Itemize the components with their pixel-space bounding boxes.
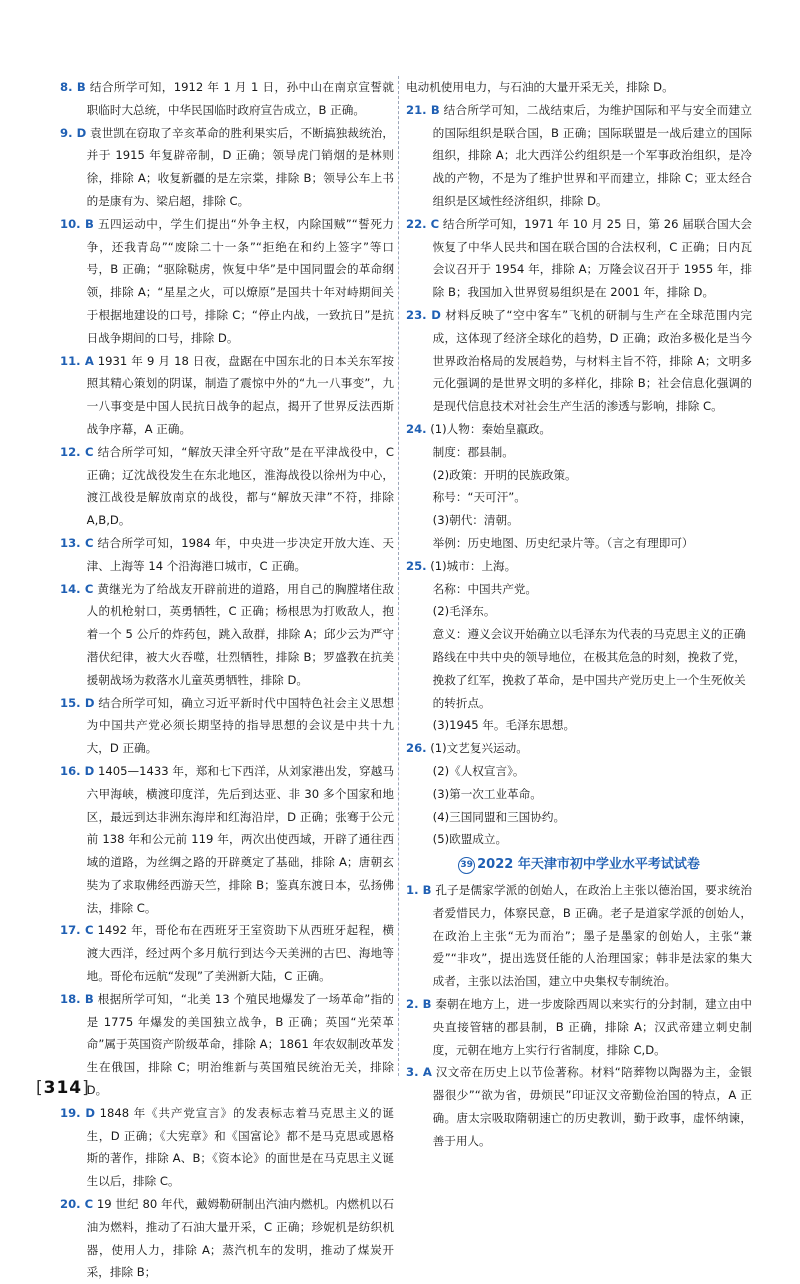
answer-item bbox=[60, 122, 394, 213]
answer-item bbox=[406, 1061, 752, 1152]
answer-line: (3)第一次工业革命。 bbox=[432, 786, 542, 801]
answer-line: (5)欧盟成立。 bbox=[432, 832, 508, 847]
answer-number: 19. D bbox=[60, 1105, 96, 1120]
answer-number: 3. A bbox=[406, 1065, 432, 1080]
answer-number: 1. B bbox=[406, 883, 432, 898]
answer-item bbox=[60, 692, 394, 760]
answer-text: 结合所学可知，二战结束后，为维护国际和平与安全而建立的国际组织是联合国，B 正确；国际联盟是一战后建立的国际组织，排除 A；北大西洋公约组织是一个军事政治组织，是冷战的产物，不是为了维护世界和平而建立，排除 C；亚太经合组织是区域性经济组织，排除 D。 bbox=[432, 102, 752, 208]
answer-number: 9. D bbox=[60, 125, 87, 140]
answer-number: 15. D bbox=[60, 695, 95, 710]
answer-text: 结合所学可知，确立习近平新时代中国特色社会主义思想为中国共产党必须长期坚持的指导思想的会议是中共十九大，D 正确。 bbox=[86, 695, 395, 756]
answer-item bbox=[60, 1193, 394, 1284]
answer-text: 结合所学可知，“解放天津全歼守敌”是在平津战役中，C 正确；辽沈战役发生在东北地区，淮海战役以徐州为中心，渡江战役是解放南京的战役，都与“解放天津”不符，排除 A,B,D。 bbox=[86, 444, 394, 528]
answer-number: 14. C bbox=[60, 581, 94, 596]
answer-line: 意义：遵义会议开始确立以毛泽东为代表的马克思主义的正确路线在中共中央的领导地位，在极其危急的时刻，挽救了党，挽救了红军，挽救了革命，是中国共产党历史上一个生死攸关的转折点。 bbox=[432, 627, 746, 710]
answer-item bbox=[60, 578, 394, 692]
answer-item bbox=[406, 555, 752, 578]
answer-text: (1)文艺复兴运动。 bbox=[430, 741, 528, 756]
answer-number: 18. B bbox=[60, 991, 94, 1006]
answer-text: (1)人物：秦始皇嬴政。 bbox=[430, 421, 552, 436]
answer-number: 2. B bbox=[406, 997, 432, 1012]
answer-number: 26. bbox=[406, 741, 427, 756]
answer-text: 黄继光为了给战友开辟前进的道路，用自己的胸膛堵住敌人的机枪射口，英勇牺牲，C 正确；杨根思为打败敌人，抱着一个 5 公斤的炸药包，跳入敌群，排除 A；邱少云为严守潜伏纪律，被大火吞噬，壮烈牺牲，排除 B；罗盛教在抗美援朝战场为救落水儿童英勇牺牲，排除 D。 bbox=[86, 581, 394, 687]
column-divider bbox=[398, 76, 399, 1076]
answer-text: 电动机使用电力，与石油的大量开采无关，排除 D。 bbox=[406, 80, 674, 94]
answer-line: (2)政策：开明的民族政策。 bbox=[432, 467, 577, 482]
answer-number: 17. C bbox=[60, 923, 94, 938]
answer-item bbox=[60, 988, 394, 1102]
answer-item bbox=[60, 76, 394, 122]
answer-item bbox=[406, 304, 752, 418]
answer-text: 1492 年，哥伦布在西班牙王室资助下从西班牙起程，横渡大西洋，经过两个多月航行到达今天美洲的古巴、海地等地。哥伦布远航“发现”了美洲新大陆，C 正确。 bbox=[86, 923, 394, 984]
answer-line: (3)1945 年。毛泽东思想。 bbox=[432, 718, 576, 733]
answer-text: (1)城市：上海。 bbox=[430, 558, 517, 573]
answer-item bbox=[60, 441, 394, 532]
answer-text: 结合所学可知，1971 年 10 月 25 日，第 26 届联合国大会恢复了中华人民共和国在联合国的合法权利，C 正确；日内瓦会议召开于 1954 年，排除 A；万隆会议召开于 1955 年，排除 B；我国加入世界贸易组织是在 2001 年，排除 D。 bbox=[432, 216, 753, 300]
answer-item bbox=[406, 213, 752, 304]
answer-number: 8. B bbox=[60, 80, 86, 94]
left-column bbox=[60, 76, 394, 1284]
answer-text: 袁世凯在窃取了辛亥革命的胜利果实后，不断搞独裁统治，并于 1915 年复辟帝制，D 正确；领导虎门销烟的是林则徐，排除 A；收复新疆的是左宗棠，排除 B；领导公车上书的是康有为、梁启超，排除 C。 bbox=[86, 125, 394, 208]
answer-item bbox=[406, 993, 752, 1061]
answer-item bbox=[60, 919, 394, 987]
answer-text: 汉文帝在历史上以节俭著称。材料“陪葬物以陶器为主，金银器很少”“欲为省，毋烦民”印证汉文帝勤俭治国的特点，A 正确。唐太宗吸取隋朝速亡的历史教训，勤于政事，虚怀纳谏，善于用人。 bbox=[432, 1065, 753, 1148]
answer-line: (2)《人权宣言》。 bbox=[432, 763, 525, 778]
answer-text: 1405—1433 年，郑和七下西洋，从刘家港出发，穿越马六甲海峡，横渡印度洋，先后到达亚、非 30 多个国家和地区，最远到达非洲东海岸和红海沿岸，D 正确；张骞于公元前 138 年和公元前 119 年，两次出使西域，开辟了通往西域的道路，为丝绸之路的开辟奠定了基础，排除 A；唐朝玄奘为了求取佛经西游天竺，排除 B；鉴真东渡日本，弘扬佛法，排除 C。 bbox=[86, 763, 395, 915]
answer-item bbox=[406, 879, 752, 993]
answer-line: 名称：中国共产党。 bbox=[432, 581, 538, 596]
answer-item bbox=[60, 1102, 394, 1193]
answer-item bbox=[60, 532, 394, 578]
answer-number: 16. D bbox=[60, 763, 95, 778]
answer-number: 23. D bbox=[406, 307, 441, 322]
answer-line: 称号：“天可汗”。 bbox=[432, 490, 526, 505]
section-title-text: 2022 年天津市初中学业水平考试试卷 bbox=[477, 857, 700, 873]
answer-item bbox=[406, 737, 752, 760]
answer-number: 25. bbox=[406, 558, 427, 573]
section-number: 39 bbox=[458, 857, 475, 874]
answer-item bbox=[60, 350, 394, 441]
answer-text: 1848 年《共产党宣言》的发表标志着马克思主义的诞生，D 正确；《大宪章》和《国富论》都不是马克思或恩格斯的著作，排除 A、B；《资本论》的面世是在马克思主义诞生以后，排除 C。 bbox=[86, 1105, 394, 1189]
answer-text: 结合所学可知，1912 年 1 月 1 日，孙中山在南京宣誓就职临时大总统，中华民国临时政府宣告成立，B 正确。 bbox=[86, 80, 394, 117]
answer-text: 材料反映了“空中客车”飞机的研制与生产在全球范围内完成，这体现了经济全球化的趋势，D 正确；政治多极化是当今世界政治格局的发展趋势，与材料主旨不符，排除 A；文明多元化强调的是世界文明的多样化，排除 B；社会信息化强调的是现代信息技术对社会生产生活的渗透与影响，排除 C。 bbox=[432, 307, 753, 414]
right-column bbox=[406, 76, 752, 1153]
answer-text: 19 世纪 80 年代，戴姆勒研制出汽油内燃机。内燃机以石油为燃料，推动了石油大量开采，C 正确；珍妮机是纺织机器，使用人力，排除 A；蒸汽机车的发明，推动了煤炭开采，排除 B； bbox=[86, 1197, 394, 1280]
answer-text: 结合所学可知，1984 年，中央进一步决定开放大连、天津、上海等 14 个沿海港口城市，C 正确。 bbox=[86, 535, 394, 573]
answer-item bbox=[60, 213, 394, 350]
answer-number: 11. A bbox=[60, 353, 94, 368]
answer-text: 秦朝在地方上，进一步废除西周以来实行的分封制，建立由中央直接管辖的郡县制，B 正确，排除 A；汉武帝建立刺史制度，元朝在地方上实行行省制度，排除 C,D。 bbox=[432, 997, 752, 1057]
answer-number: 24. bbox=[406, 421, 427, 436]
answer-line: (2)毛泽东。 bbox=[432, 604, 496, 619]
answer-line: 举例：历史地图、历史纪录片等。（言之有理即可） bbox=[432, 535, 694, 550]
answer-text: 五四运动中，学生们提出“外争主权，内除国贼”“誓死力争，还我青岛”“废除二十一条”“拒绝在和约上签字”等口号，B 正确；“驱除鞑虏，恢复中华”是中国同盟会的革命纲领，排除 A；“星星之火，可以燎原”是国共十年对峙期间关于根据地建设的口号，排除 C；“停止内战，一致抗日”是抗日战争期间的口号，排除 D。 bbox=[86, 216, 394, 345]
answer-line: (4)三国同盟和三国协约。 bbox=[432, 809, 566, 824]
answer-number: 20. C bbox=[60, 1197, 94, 1212]
answer-item bbox=[406, 99, 752, 213]
section-title bbox=[406, 853, 752, 877]
answer-text: 根据所学可知，“北美 13 个殖民地爆发了一场革命”指的是 1775 年爆发的美国独立战争，B 正确；英国“光荣革命”属于英国资产阶级革命，排除 A；1861 年农奴制改革发生在俄国，排除 C；明治维新与英国殖民统治无关，排除 D。 bbox=[86, 991, 395, 1098]
answer-number: 12. C bbox=[60, 444, 94, 459]
page-number: [314] bbox=[36, 1078, 90, 1098]
answer-text: 1931 年 9 月 18 日夜，盘踞在中国东北的日本关东军按照其精心策划的阴谋，制造了震惊中外的“九一八事变”，九一八事变是中国人民抗日战争的起点，揭开了世界反法西斯战争序幕，A 正确。 bbox=[86, 353, 395, 436]
answer-number: 13. C bbox=[60, 535, 94, 550]
answer-text: 孔子是儒家学派的创始人，在政治上主张以德治国，要求统治者爱惜民力，体察民意，B 正确。老子是道家学派的创始人，在政治上主张“无为而治”；墨子是墨家的创始人，主张“兼爱”“非攻”，提出选贤任能的人治理国家；韩非是法家的集大成者，主张以法治国，建立中央集权专制统治。 bbox=[432, 883, 752, 989]
answer-item bbox=[60, 760, 394, 920]
answer-line: 制度：郡县制。 bbox=[432, 444, 514, 459]
answer-line: (3)朝代：清朝。 bbox=[432, 513, 519, 528]
answer-number: 21. B bbox=[406, 102, 440, 117]
answer-number: 22. C bbox=[406, 216, 440, 231]
answer-number: 10. B bbox=[60, 216, 94, 231]
answer-continuation bbox=[406, 76, 752, 99]
answer-item bbox=[406, 418, 752, 441]
